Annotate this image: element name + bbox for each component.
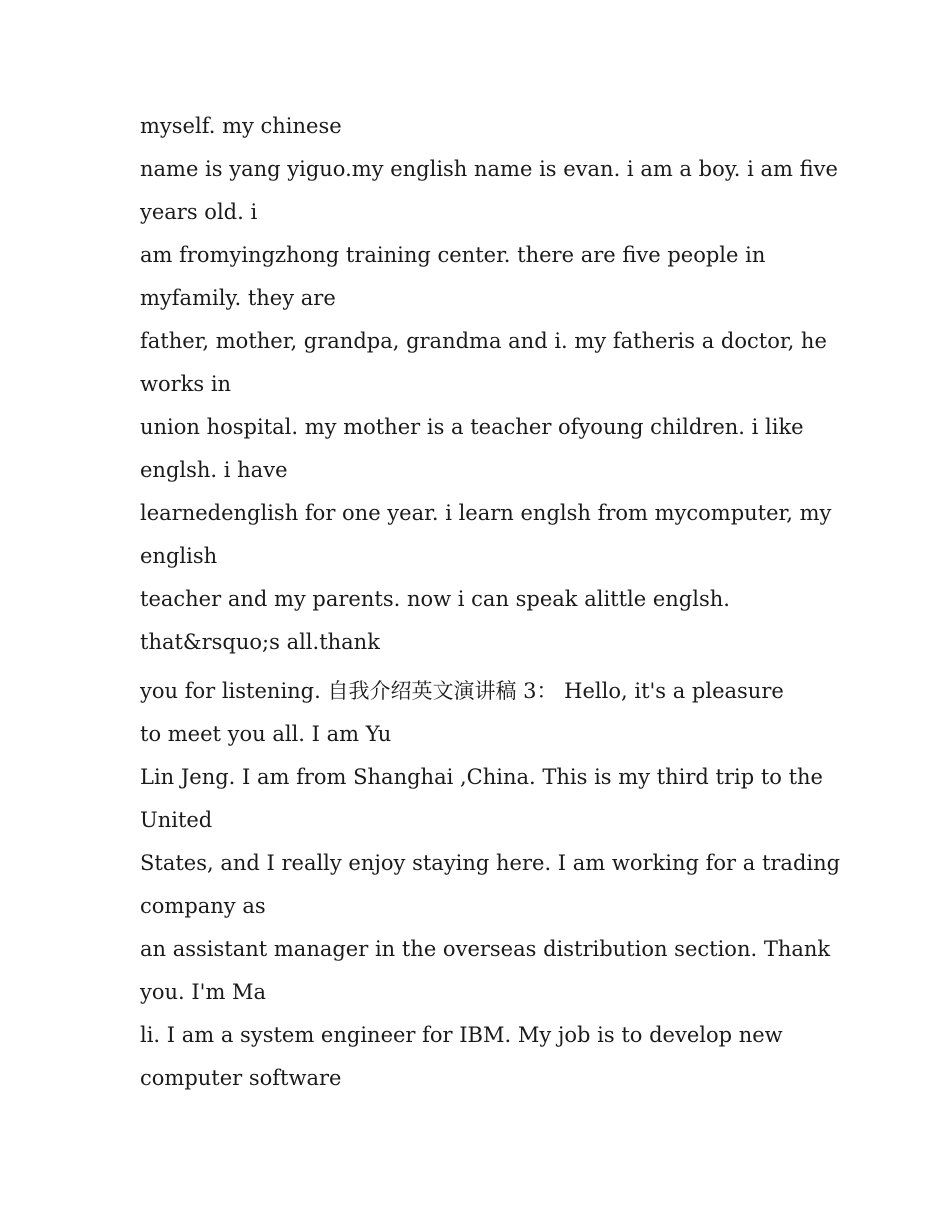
text-line: an assistant manager in the overseas distribution section. Thank [140, 937, 831, 961]
text-line: name is yang yiguo.my english name is evan. i am a boy. i am five [140, 157, 838, 181]
text-line: myself. my chinese [140, 114, 342, 138]
text-line: States, and I really enjoy staying here. I am working for a trading [140, 851, 841, 875]
text-line: li. I am a system engineer for IBM. My job is to develop new [140, 1023, 783, 1047]
text-line: you for listening. 自我介绍英文演讲稿 3： Hello, it's a pleasure [140, 679, 784, 703]
text-line: teacher and my parents. now i can speak alittle englsh. [140, 587, 730, 611]
text-line: company as [140, 894, 266, 918]
body-text [140, 105, 841, 1100]
text-line: Lin Jeng. I am from Shanghai ,China. This is my third trip to the [140, 765, 823, 789]
text-line: english [140, 544, 218, 568]
text-line: years old. i [140, 200, 258, 224]
text-line: englsh. i have [140, 458, 288, 482]
text-line: that&rsquo;s all.thank [140, 630, 380, 654]
text-line: to meet you all. I am Yu [140, 722, 392, 746]
text-line: learnedenglish for one year. i learn englsh from mycomputer, my [140, 501, 832, 525]
text-line: United [140, 808, 213, 832]
text-line: myfamily. they are [140, 286, 336, 310]
text-line: computer software [140, 1066, 342, 1090]
text-line: am fromyingzhong training center. there are five people in [140, 243, 766, 267]
text-line: you. I'm Ma [140, 980, 267, 1004]
text-line: father, mother, grandpa, grandma and i. my fatheris a doctor, he [140, 329, 827, 353]
text-line: union hospital. my mother is a teacher ofyoung children. i like [140, 415, 804, 439]
text-line: works in [140, 372, 232, 396]
